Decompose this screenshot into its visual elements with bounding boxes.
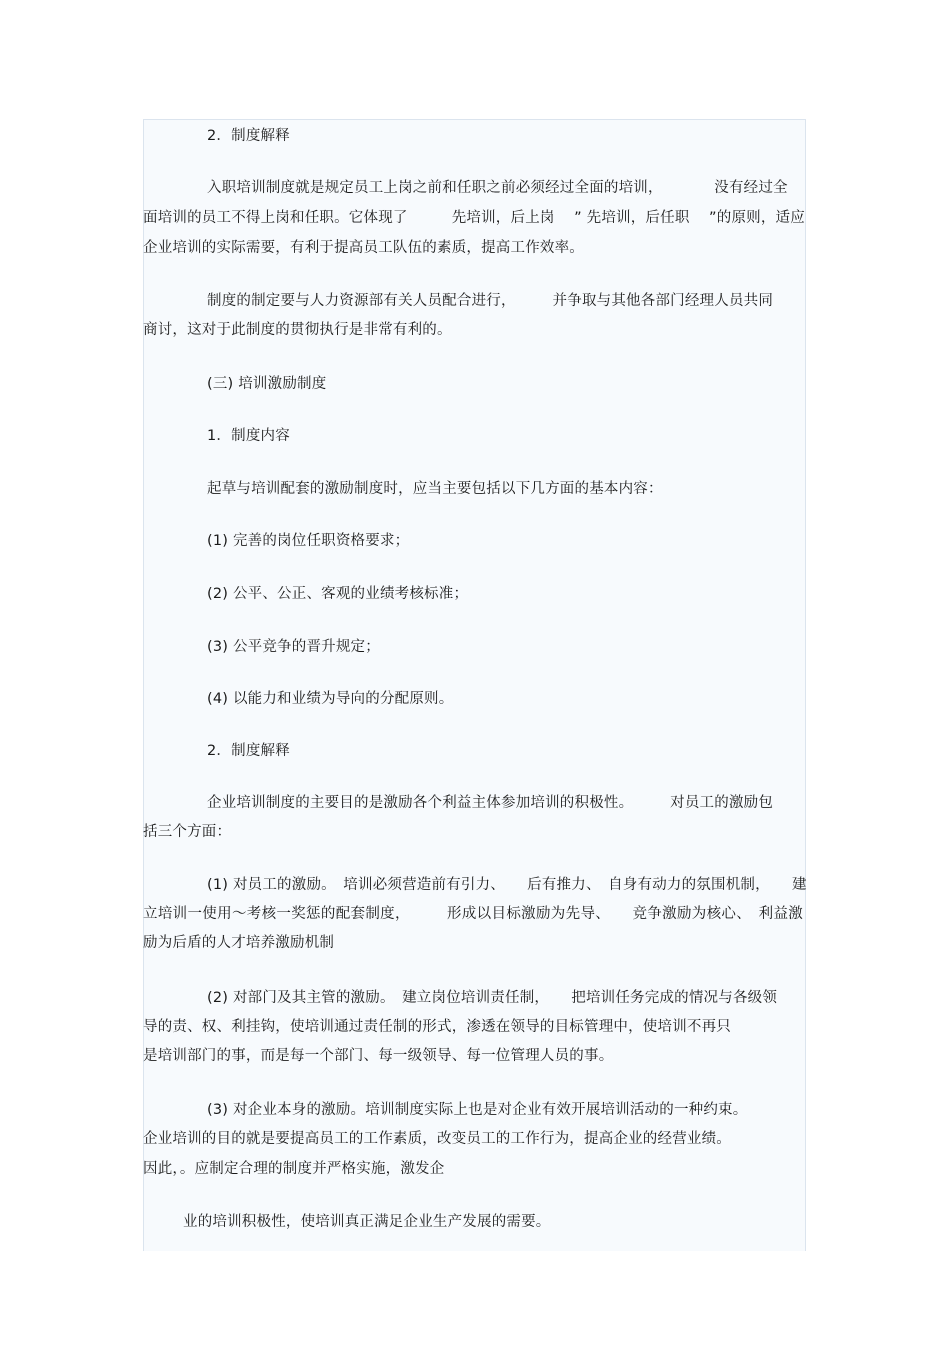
paragraph-line: 商讨，这对于此制度的贯彻执行是非常有利的。 <box>143 322 452 338</box>
paragraph-line: 面培训的员工不得上岗和任职。它体现了 先培训，后上岗 ” 先培训，后任职 ”的原则，适应 <box>143 210 805 226</box>
paragraph-line: (2) 对部门及其主管的激励。 建立岗位培训责任制， 把培训任务完成的情况与各级领 <box>207 990 778 1006</box>
paragraph-line: 起草与培训配套的激励制度时，应当主要包括以下几方面的基本内容： <box>207 481 663 497</box>
paragraph-line: (1) 对员工的激励。 培训必须营造前有引力、 后有推力、 自身有动力的氛围机制， 建 <box>207 877 807 893</box>
section-heading: 1．制度内容 <box>207 428 290 444</box>
section-heading: 2．制度解释 <box>207 128 290 144</box>
section-heading: (三) 培训激励制度 <box>207 376 327 392</box>
list-item: (2) 公平、公正、客观的业绩考核标准； <box>207 586 469 602</box>
section-heading: 2．制度解释 <box>207 743 290 759</box>
paragraph-line: 括三个方面： <box>143 824 232 840</box>
paragraph-line: (3) 对企业本身的激励。培训制度实际上也是对企业有效开展培训活动的一种约束。 <box>207 1102 748 1118</box>
paragraph-line: 企业培训的目的就是要提高员工的工作素质，改变员工的工作行为，提高企业的经营业绩。 <box>143 1131 731 1147</box>
paragraph-line: 是培训部门的事，而是每一个部门、每一级领导、每一位管理人员的事。 <box>143 1048 614 1064</box>
list-item: (4) 以能力和业绩为导向的分配原则。 <box>207 691 454 707</box>
paragraph-line: 入职培训制度就是规定员工上岗之前和任职之前必须经过全面的培训， 没有经过全 <box>207 180 788 196</box>
document-panel <box>143 119 806 1251</box>
paragraph-line: 企业培训的实际需要，有利于提高员工队伍的素质，提高工作效率。 <box>143 240 584 256</box>
paragraph-line: 因此，。应制定合理的制度并严格实施，激发企 <box>143 1161 445 1177</box>
list-item: (1) 完善的岗位任职资格要求； <box>207 533 410 549</box>
paragraph-line: 制度的制定要与人力资源部有关人员配合进行， 并争取与其他各部门经理人员共同 <box>207 293 774 309</box>
paragraph-line: 励为后盾的人才培养激励机制 <box>143 935 335 951</box>
paragraph-line: 业的培训积极性，使培训真正满足企业生产发展的需要。 <box>183 1214 551 1230</box>
paragraph-line: 导的责、权、利挂钩，使培训通过责任制的形式，渗透在领导的目标管理中，使培训不再只 <box>143 1019 731 1035</box>
list-item: (3) 公平竞争的晋升规定； <box>207 639 380 655</box>
paragraph-line: 企业培训制度的主要目的是激励各个利益主体参加培训的积极性。 对员工的激励包 <box>207 795 774 811</box>
paragraph-line: 立培训一使用～考核一奖惩的配套制度， 形成以目标激励为先导、 竞争激励为核心、 利益激 <box>143 906 803 922</box>
